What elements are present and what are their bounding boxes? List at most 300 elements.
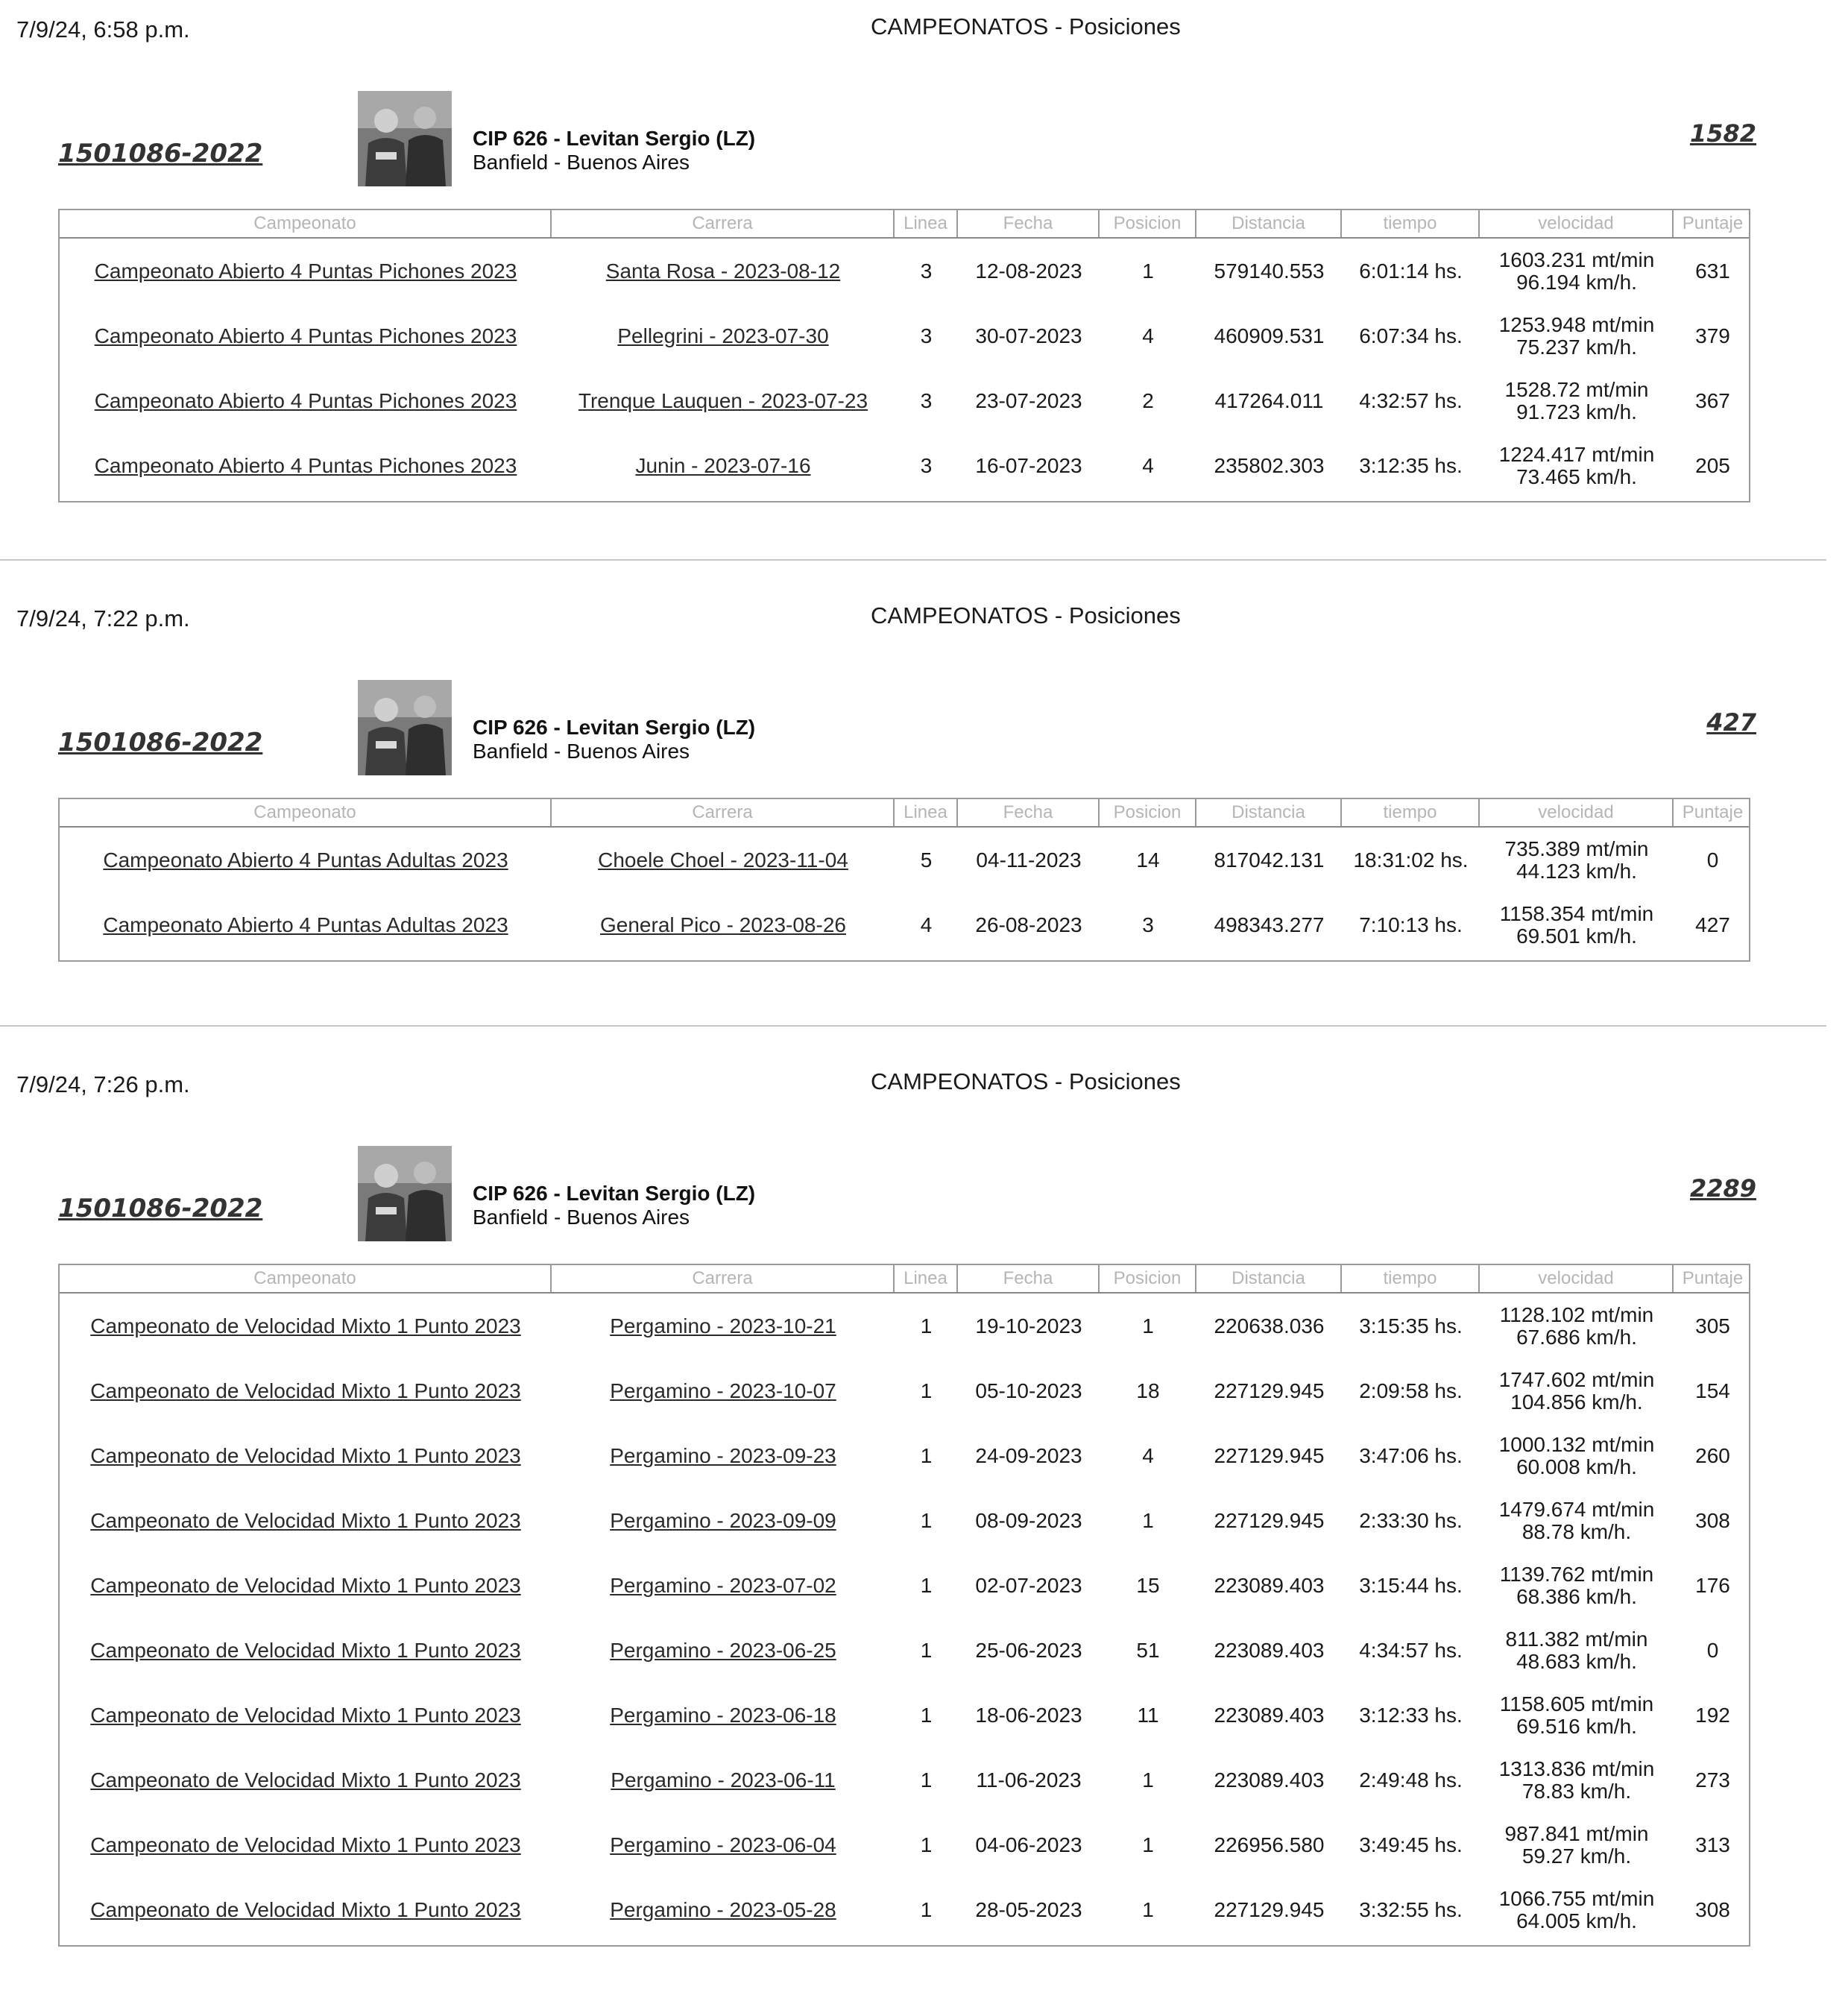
cell-velocidad bbox=[1480, 1553, 1674, 1618]
puntaje-value: 379 bbox=[1695, 324, 1730, 347]
cell-velocidad bbox=[1480, 1683, 1674, 1748]
distancia-value: 460909.531 bbox=[1214, 324, 1325, 347]
fecha-value: 25-06-2023 bbox=[975, 1638, 1082, 1662]
column-header-carrera: Carrera bbox=[552, 799, 895, 826]
speed-mt-min: 1158.605 mt/min bbox=[1499, 1692, 1654, 1715]
distancia-value: 417264.011 bbox=[1214, 388, 1324, 412]
cell-fecha bbox=[958, 1683, 1100, 1748]
tiempo-value: 2:09:58 hs. bbox=[1359, 1379, 1463, 1402]
cell-linea bbox=[895, 303, 958, 368]
carrera-link[interactable]: Pergamino - 2023-06-04 bbox=[610, 1833, 836, 1856]
cell-campeonato[interactable] bbox=[60, 368, 552, 433]
speed-mt-min: 1479.674 mt/min bbox=[1498, 1497, 1655, 1521]
posicion-value: 1 bbox=[1142, 1897, 1154, 1921]
tiempo-value: 2:49:48 hs. bbox=[1359, 1768, 1463, 1792]
cell-campeonato[interactable] bbox=[60, 303, 552, 368]
cell-tiempo bbox=[1342, 1683, 1480, 1748]
column-header-velocidad: velocidad bbox=[1480, 1265, 1674, 1292]
cell-tiempo bbox=[1342, 1748, 1480, 1812]
carrera-link[interactable]: Pergamino - 2023-05-28 bbox=[610, 1897, 836, 1921]
cell-velocidad bbox=[1480, 1423, 1674, 1488]
carrera-link[interactable]: General Pico - 2023-08-26 bbox=[600, 913, 846, 936]
cell-carrera[interactable] bbox=[552, 1683, 895, 1748]
cell-distancia bbox=[1196, 239, 1342, 303]
carrera-link[interactable]: Pergamino - 2023-06-25 bbox=[610, 1638, 836, 1662]
cell-fecha bbox=[958, 1294, 1100, 1358]
speed-mt-min: 1128.102 mt/min bbox=[1499, 1302, 1654, 1326]
tiempo-value: 6:01:14 hs. bbox=[1359, 259, 1463, 283]
table-row bbox=[60, 828, 1749, 892]
cell-tiempo bbox=[1342, 828, 1480, 892]
cell-posicion bbox=[1100, 303, 1196, 368]
cell-velocidad bbox=[1480, 1618, 1674, 1683]
cell-distancia bbox=[1196, 1683, 1342, 1748]
speed-km-h: 68.386 km/h. bbox=[1516, 1584, 1637, 1608]
carrera-link[interactable]: Pellegrini - 2023-07-30 bbox=[617, 324, 829, 347]
carrera-link[interactable]: Pergamino - 2023-06-11 bbox=[611, 1768, 836, 1792]
posicion-value: 14 bbox=[1136, 848, 1160, 872]
tiempo-value: 3:15:44 hs. bbox=[1359, 1573, 1463, 1597]
cell-distancia bbox=[1196, 1618, 1342, 1683]
cell-tiempo bbox=[1342, 433, 1480, 498]
campeonato-link[interactable]: Campeonato Abierto 4 Puntas Pichones 2023 bbox=[94, 324, 517, 347]
linea-value: 1 bbox=[920, 1638, 933, 1662]
column-header-distancia: Distancia bbox=[1196, 1265, 1342, 1292]
cell-fecha bbox=[958, 1618, 1100, 1683]
speed-mt-min: 1603.231 mt/min bbox=[1498, 248, 1655, 271]
cell-linea bbox=[895, 1553, 958, 1618]
cell-linea bbox=[895, 1488, 958, 1553]
puntaje-value: 305 bbox=[1695, 1314, 1730, 1338]
speed-mt-min: 1000.132 mt/min bbox=[1498, 1432, 1655, 1456]
posicion-value: 1 bbox=[1142, 1768, 1154, 1792]
table-row bbox=[60, 1877, 1749, 1942]
posicion-value: 1 bbox=[1142, 1508, 1154, 1532]
cell-velocidad bbox=[1480, 1488, 1674, 1553]
table-header bbox=[60, 1265, 1749, 1294]
cell-distancia bbox=[1196, 1488, 1342, 1553]
cell-fecha bbox=[958, 1812, 1100, 1877]
cell-campeonato[interactable] bbox=[60, 1358, 552, 1423]
cell-velocidad bbox=[1480, 1294, 1674, 1358]
cell-linea bbox=[895, 1358, 958, 1423]
table-row bbox=[60, 368, 1749, 433]
cell-puntaje bbox=[1674, 433, 1752, 498]
cell-fecha bbox=[958, 239, 1100, 303]
ring-number[interactable]: 1501086-2022 bbox=[58, 1194, 263, 1223]
cell-posicion bbox=[1100, 1294, 1196, 1358]
cell-carrera[interactable] bbox=[552, 433, 895, 498]
cell-campeonato[interactable] bbox=[60, 1748, 552, 1812]
column-header-carrera: Carrera bbox=[552, 210, 895, 237]
linea-value: 1 bbox=[920, 1573, 933, 1597]
cell-campeonato[interactable] bbox=[60, 1488, 552, 1553]
distancia-value: 227129.945 bbox=[1214, 1897, 1325, 1921]
cell-campeonato[interactable] bbox=[60, 433, 552, 498]
cell-campeonato[interactable] bbox=[60, 1423, 552, 1488]
speed-km-h: 69.516 km/h. bbox=[1516, 1714, 1637, 1738]
posicion-value: 4 bbox=[1142, 453, 1154, 477]
column-header-linea: Linea bbox=[895, 799, 958, 826]
carrera-link[interactable]: Pergamino - 2023-07-02 bbox=[610, 1573, 836, 1597]
table-row bbox=[60, 303, 1749, 368]
linea-value: 1 bbox=[920, 1379, 933, 1402]
cell-carrera[interactable] bbox=[552, 303, 895, 368]
puntaje-value: 192 bbox=[1695, 1703, 1730, 1727]
cell-velocidad bbox=[1480, 1877, 1674, 1942]
puntaje-value: 631 bbox=[1695, 259, 1730, 283]
puntaje-value: 427 bbox=[1695, 913, 1730, 936]
cell-carrera[interactable] bbox=[552, 368, 895, 433]
column-header-fecha: Fecha bbox=[958, 799, 1100, 826]
campeonato-link[interactable]: Campeonato Abierto 4 Puntas Pichones 2023 bbox=[94, 388, 517, 412]
cell-carrera[interactable] bbox=[552, 1618, 895, 1683]
table-row bbox=[60, 1358, 1749, 1423]
cell-fecha bbox=[958, 892, 1100, 957]
tiempo-value: 3:47:06 hs. bbox=[1359, 1443, 1463, 1467]
cell-carrera[interactable] bbox=[552, 239, 895, 303]
fecha-value: 18-06-2023 bbox=[975, 1703, 1082, 1727]
speed-km-h: 48.683 km/h. bbox=[1516, 1649, 1637, 1673]
distancia-value: 227129.945 bbox=[1214, 1443, 1325, 1467]
carrera-link[interactable]: Pergamino - 2023-06-18 bbox=[610, 1703, 836, 1727]
speed-mt-min: 1224.417 mt/min bbox=[1498, 442, 1655, 466]
cell-campeonato[interactable] bbox=[60, 1683, 552, 1748]
posicion-value: 4 bbox=[1142, 324, 1154, 347]
puntaje-value: 273 bbox=[1695, 1768, 1730, 1792]
speed-mt-min: 1066.755 mt/min bbox=[1498, 1886, 1655, 1910]
tiempo-value: 7:10:13 hs. bbox=[1359, 913, 1463, 936]
cell-puntaje bbox=[1674, 1748, 1752, 1812]
print-timestamp: 7/9/24, 7:26 p.m. bbox=[16, 1071, 190, 1097]
cell-fecha bbox=[958, 433, 1100, 498]
table-row bbox=[60, 239, 1749, 303]
cell-posicion bbox=[1100, 1683, 1196, 1748]
table-header bbox=[60, 210, 1749, 239]
fancier-photo bbox=[358, 1146, 452, 1241]
cell-campeonato[interactable] bbox=[60, 1618, 552, 1683]
cell-distancia bbox=[1196, 1358, 1342, 1423]
column-header-campeonato: Campeonato bbox=[60, 1265, 552, 1292]
distancia-value: 227129.945 bbox=[1214, 1379, 1325, 1402]
cell-posicion bbox=[1100, 1877, 1196, 1942]
positions-table bbox=[58, 798, 1750, 962]
fecha-value: 23-07-2023 bbox=[975, 388, 1082, 412]
campeonato-link[interactable]: Campeonato de Velocidad Mixto 1 Punto 2023 bbox=[90, 1379, 521, 1402]
cell-linea bbox=[895, 1423, 958, 1488]
posicion-value: 4 bbox=[1142, 1443, 1154, 1467]
speed-mt-min: 811.382 mt/min bbox=[1505, 1627, 1648, 1651]
distancia-value: 223089.403 bbox=[1214, 1638, 1325, 1662]
campeonato-link[interactable]: Campeonato de Velocidad Mixto 1 Punto 2023 bbox=[90, 1768, 521, 1792]
distancia-value: 226956.580 bbox=[1214, 1833, 1325, 1856]
linea-value: 3 bbox=[920, 388, 933, 412]
linea-value: 1 bbox=[920, 1314, 933, 1338]
campeonato-link[interactable]: Campeonato de Velocidad Mixto 1 Punto 2023 bbox=[90, 1638, 521, 1662]
cell-campeonato[interactable] bbox=[60, 1553, 552, 1618]
fancier-name: CIP 626 - Levitan Sergio (LZ) bbox=[473, 127, 756, 150]
posicion-value: 1 bbox=[1142, 259, 1154, 283]
cell-puntaje bbox=[1674, 1683, 1752, 1748]
cell-carrera[interactable] bbox=[552, 1812, 895, 1877]
campeonato-link[interactable]: Campeonato de Velocidad Mixto 1 Punto 2023 bbox=[90, 1443, 521, 1467]
ring-number[interactable]: 1501086-2022 bbox=[58, 728, 263, 757]
posicion-value: 1 bbox=[1142, 1314, 1154, 1338]
page-title: CAMPEONATOS - Posiciones bbox=[871, 13, 1181, 40]
cell-carrera[interactable] bbox=[552, 892, 895, 957]
fecha-value: 28-05-2023 bbox=[975, 1897, 1082, 1921]
cell-campeonato[interactable] bbox=[60, 1294, 552, 1358]
fecha-value: 11-06-2023 bbox=[976, 1768, 1082, 1792]
carrera-link[interactable]: Choele Choel - 2023-11-04 bbox=[598, 848, 848, 872]
puntaje-value: 205 bbox=[1695, 453, 1730, 477]
campeonato-link[interactable]: Campeonato de Velocidad Mixto 1 Punto 2023 bbox=[90, 1314, 521, 1338]
cell-posicion bbox=[1100, 1488, 1196, 1553]
puntaje-value: 0 bbox=[1706, 1638, 1719, 1662]
fecha-value: 04-11-2023 bbox=[976, 848, 1082, 872]
cell-carrera[interactable] bbox=[552, 1877, 895, 1942]
cell-carrera[interactable] bbox=[552, 1488, 895, 1553]
cell-posicion bbox=[1100, 828, 1196, 892]
linea-value: 1 bbox=[920, 1768, 933, 1792]
speed-mt-min: 1747.602 mt/min bbox=[1498, 1367, 1655, 1391]
tiempo-value: 4:34:57 hs. bbox=[1359, 1638, 1463, 1662]
cell-distancia bbox=[1196, 892, 1342, 957]
cell-fecha bbox=[958, 368, 1100, 433]
cell-puntaje bbox=[1674, 1294, 1752, 1358]
cell-tiempo bbox=[1342, 368, 1480, 433]
campeonato-link[interactable]: Campeonato Abierto 4 Puntas Pichones 2023 bbox=[94, 259, 517, 283]
table-row bbox=[60, 433, 1749, 498]
table-row bbox=[60, 1748, 1749, 1812]
puntaje-value: 154 bbox=[1695, 1379, 1730, 1402]
distancia-value: 227129.945 bbox=[1214, 1508, 1325, 1532]
cell-tiempo bbox=[1342, 1812, 1480, 1877]
carrera-link[interactable]: Pergamino - 2023-09-23 bbox=[610, 1443, 836, 1467]
posicion-value: 3 bbox=[1142, 913, 1154, 936]
speed-km-h: 96.194 km/h. bbox=[1516, 270, 1637, 294]
cell-carrera[interactable] bbox=[552, 1423, 895, 1488]
cell-campeonato[interactable] bbox=[60, 239, 552, 303]
cell-velocidad bbox=[1480, 239, 1674, 303]
table-row bbox=[60, 1553, 1749, 1618]
cell-fecha bbox=[958, 1423, 1100, 1488]
fancier-name: CIP 626 - Levitan Sergio (LZ) bbox=[473, 716, 756, 739]
linea-value: 1 bbox=[920, 1703, 933, 1727]
ring-number[interactable]: 1501086-2022 bbox=[58, 139, 263, 168]
column-header-puntaje: Puntaje bbox=[1682, 1268, 1744, 1288]
cell-distancia bbox=[1196, 1553, 1342, 1618]
cell-velocidad bbox=[1480, 368, 1674, 433]
person-photo-icon bbox=[358, 680, 452, 775]
cell-puntaje bbox=[1674, 239, 1752, 303]
positions-table bbox=[58, 209, 1750, 502]
fancier-location: Banfield - Buenos Aires bbox=[473, 1206, 690, 1229]
cell-puntaje bbox=[1674, 1618, 1752, 1683]
cell-fecha bbox=[958, 1877, 1100, 1942]
cell-linea bbox=[895, 1748, 958, 1812]
column-header-tiempo: tiempo bbox=[1342, 799, 1480, 826]
campeonato-link[interactable]: Campeonato de Velocidad Mixto 1 Punto 2023 bbox=[90, 1897, 521, 1921]
campeonato-link[interactable]: Campeonato de Velocidad Mixto 1 Punto 2023 bbox=[90, 1703, 521, 1727]
table-row bbox=[60, 1423, 1749, 1488]
cell-tiempo bbox=[1342, 239, 1480, 303]
campeonato-link[interactable]: Campeonato de Velocidad Mixto 1 Punto 2023 bbox=[90, 1573, 521, 1597]
campeonato-link[interactable]: Campeonato Abierto 4 Puntas Adultas 2023 bbox=[103, 848, 508, 872]
speed-mt-min: 1313.836 mt/min bbox=[1498, 1756, 1655, 1780]
carrera-link[interactable]: Pergamino - 2023-10-21 bbox=[610, 1314, 836, 1338]
table-row bbox=[60, 1812, 1749, 1877]
distancia-value: 579140.553 bbox=[1214, 259, 1325, 283]
cell-puntaje bbox=[1674, 1553, 1752, 1618]
speed-km-h: 91.723 km/h. bbox=[1516, 400, 1637, 423]
column-header-carrera: Carrera bbox=[552, 1265, 895, 1292]
distancia-value: 235802.303 bbox=[1214, 453, 1325, 477]
column-header-campeonato: Campeonato bbox=[60, 210, 552, 237]
table-row bbox=[60, 1683, 1749, 1748]
speed-km-h: 44.123 km/h. bbox=[1516, 859, 1637, 883]
total-points[interactable]: 2289 bbox=[1689, 1174, 1756, 1203]
column-header-campeonato: Campeonato bbox=[60, 799, 552, 826]
cell-distancia bbox=[1196, 1423, 1342, 1488]
total-points[interactable]: 1582 bbox=[1689, 119, 1756, 148]
tiempo-value: 3:15:35 hs. bbox=[1359, 1314, 1463, 1338]
cell-tiempo bbox=[1342, 1358, 1480, 1423]
table-header bbox=[60, 799, 1749, 828]
campeonato-link[interactable]: Campeonato Abierto 4 Puntas Pichones 2023 bbox=[94, 453, 517, 477]
tiempo-value: 4:32:57 hs. bbox=[1359, 388, 1463, 412]
table-row bbox=[60, 1488, 1749, 1553]
cell-campeonato[interactable] bbox=[60, 1812, 552, 1877]
tiempo-value: 3:12:33 hs. bbox=[1359, 1703, 1463, 1727]
cell-campeonato[interactable] bbox=[60, 892, 552, 957]
page-title: CAMPEONATOS - Posiciones bbox=[871, 602, 1181, 628]
cell-distancia bbox=[1196, 828, 1342, 892]
fecha-value: 26-08-2023 bbox=[975, 913, 1082, 936]
tiempo-value: 18:31:02 hs. bbox=[1353, 848, 1469, 872]
fecha-value: 12-08-2023 bbox=[975, 259, 1082, 283]
speed-mt-min: 1253.948 mt/min bbox=[1498, 312, 1655, 336]
cell-carrera[interactable] bbox=[552, 1294, 895, 1358]
cell-distancia bbox=[1196, 1877, 1342, 1942]
cell-tiempo bbox=[1342, 1423, 1480, 1488]
cell-distancia bbox=[1196, 1812, 1342, 1877]
column-header-tiempo: tiempo bbox=[1342, 210, 1480, 237]
speed-mt-min: 1528.72 mt/min bbox=[1504, 377, 1649, 401]
cell-linea bbox=[895, 368, 958, 433]
cell-carrera[interactable] bbox=[552, 1358, 895, 1423]
fecha-value: 02-07-2023 bbox=[975, 1573, 1082, 1597]
posicion-value: 1 bbox=[1142, 1833, 1154, 1856]
posicion-value: 11 bbox=[1137, 1703, 1159, 1727]
cell-campeonato[interactable] bbox=[60, 1877, 552, 1942]
campeonato-link[interactable]: Campeonato de Velocidad Mixto 1 Punto 2023 bbox=[90, 1833, 521, 1856]
column-header-distancia: Distancia bbox=[1196, 799, 1342, 826]
campeonato-link[interactable]: Campeonato de Velocidad Mixto 1 Punto 2023 bbox=[90, 1508, 521, 1532]
cell-fecha bbox=[958, 1358, 1100, 1423]
cell-puntaje bbox=[1674, 1812, 1752, 1877]
puntaje-value: 308 bbox=[1695, 1897, 1730, 1921]
cell-puntaje bbox=[1674, 1488, 1752, 1553]
cell-tiempo bbox=[1342, 1553, 1480, 1618]
distancia-value: 498343.277 bbox=[1214, 913, 1325, 936]
fecha-value: 04-06-2023 bbox=[975, 1833, 1082, 1856]
table-row bbox=[60, 892, 1749, 957]
cell-posicion bbox=[1100, 1358, 1196, 1423]
cell-velocidad bbox=[1480, 303, 1674, 368]
column-header-linea: Linea bbox=[895, 1265, 958, 1292]
speed-km-h: 64.005 km/h. bbox=[1516, 1909, 1637, 1932]
cell-puntaje bbox=[1674, 828, 1752, 892]
column-header-velocidad: velocidad bbox=[1480, 799, 1674, 826]
fecha-value: 19-10-2023 bbox=[975, 1314, 1082, 1338]
column-header-posicion: Posicion bbox=[1100, 1265, 1196, 1292]
carrera-link[interactable]: Santa Rosa - 2023-08-12 bbox=[605, 259, 841, 283]
cell-posicion bbox=[1100, 433, 1196, 498]
cell-velocidad bbox=[1480, 828, 1674, 892]
cell-linea bbox=[895, 828, 958, 892]
speed-km-h: 104.856 km/h. bbox=[1510, 1390, 1643, 1414]
cell-tiempo bbox=[1342, 1294, 1480, 1358]
carrera-link[interactable]: Pergamino - 2023-09-09 bbox=[610, 1508, 836, 1532]
speed-km-h: 75.237 km/h. bbox=[1516, 335, 1637, 359]
carrera-link[interactable]: Junin - 2023-07-16 bbox=[635, 453, 811, 477]
cell-velocidad bbox=[1480, 1748, 1674, 1812]
page-separator bbox=[0, 1025, 1826, 1027]
cell-linea bbox=[895, 1812, 958, 1877]
puntaje-value: 176 bbox=[1695, 1573, 1730, 1597]
fancier-photo bbox=[358, 91, 452, 186]
cell-velocidad bbox=[1480, 1812, 1674, 1877]
cell-carrera[interactable] bbox=[552, 828, 895, 892]
cell-distancia bbox=[1196, 433, 1342, 498]
linea-value: 3 bbox=[920, 324, 933, 347]
cell-puntaje bbox=[1674, 1423, 1752, 1488]
carrera-link[interactable]: Pergamino - 2023-10-07 bbox=[610, 1379, 836, 1402]
fancier-name: CIP 626 - Levitan Sergio (LZ) bbox=[473, 1182, 756, 1205]
cell-posicion bbox=[1100, 1423, 1196, 1488]
cell-posicion bbox=[1100, 368, 1196, 433]
speed-km-h: 73.465 km/h. bbox=[1516, 464, 1637, 488]
speed-km-h: 60.008 km/h. bbox=[1516, 1455, 1637, 1478]
distancia-value: 223089.403 bbox=[1214, 1768, 1325, 1792]
posicion-value: 18 bbox=[1136, 1379, 1160, 1402]
speed-km-h: 88.78 km/h. bbox=[1521, 1519, 1632, 1543]
cell-fecha bbox=[958, 303, 1100, 368]
total-points[interactable]: 427 bbox=[1706, 708, 1756, 737]
speed-km-h: 69.501 km/h. bbox=[1516, 924, 1637, 948]
page-separator bbox=[0, 559, 1826, 561]
cell-posicion bbox=[1100, 1812, 1196, 1877]
campeonato-link[interactable]: Campeonato Abierto 4 Puntas Adultas 2023 bbox=[103, 913, 508, 936]
carrera-link[interactable]: Trenque Lauquen - 2023-07-23 bbox=[578, 388, 868, 412]
column-header-linea: Linea bbox=[895, 210, 958, 237]
cell-tiempo bbox=[1342, 1877, 1480, 1942]
speed-km-h: 78.83 km/h. bbox=[1521, 1779, 1632, 1803]
linea-value: 1 bbox=[920, 1897, 933, 1921]
cell-carrera[interactable] bbox=[552, 1748, 895, 1812]
linea-value: 1 bbox=[920, 1443, 933, 1467]
cell-campeonato[interactable] bbox=[60, 828, 552, 892]
distancia-value: 220638.036 bbox=[1214, 1314, 1325, 1338]
cell-puntaje bbox=[1674, 1358, 1752, 1423]
fecha-value: 16-07-2023 bbox=[975, 453, 1082, 477]
cell-posicion bbox=[1100, 1553, 1196, 1618]
column-header-fecha: Fecha bbox=[958, 1265, 1100, 1292]
cell-carrera[interactable] bbox=[552, 1553, 895, 1618]
cell-linea bbox=[895, 1294, 958, 1358]
fecha-value: 30-07-2023 bbox=[975, 324, 1082, 347]
